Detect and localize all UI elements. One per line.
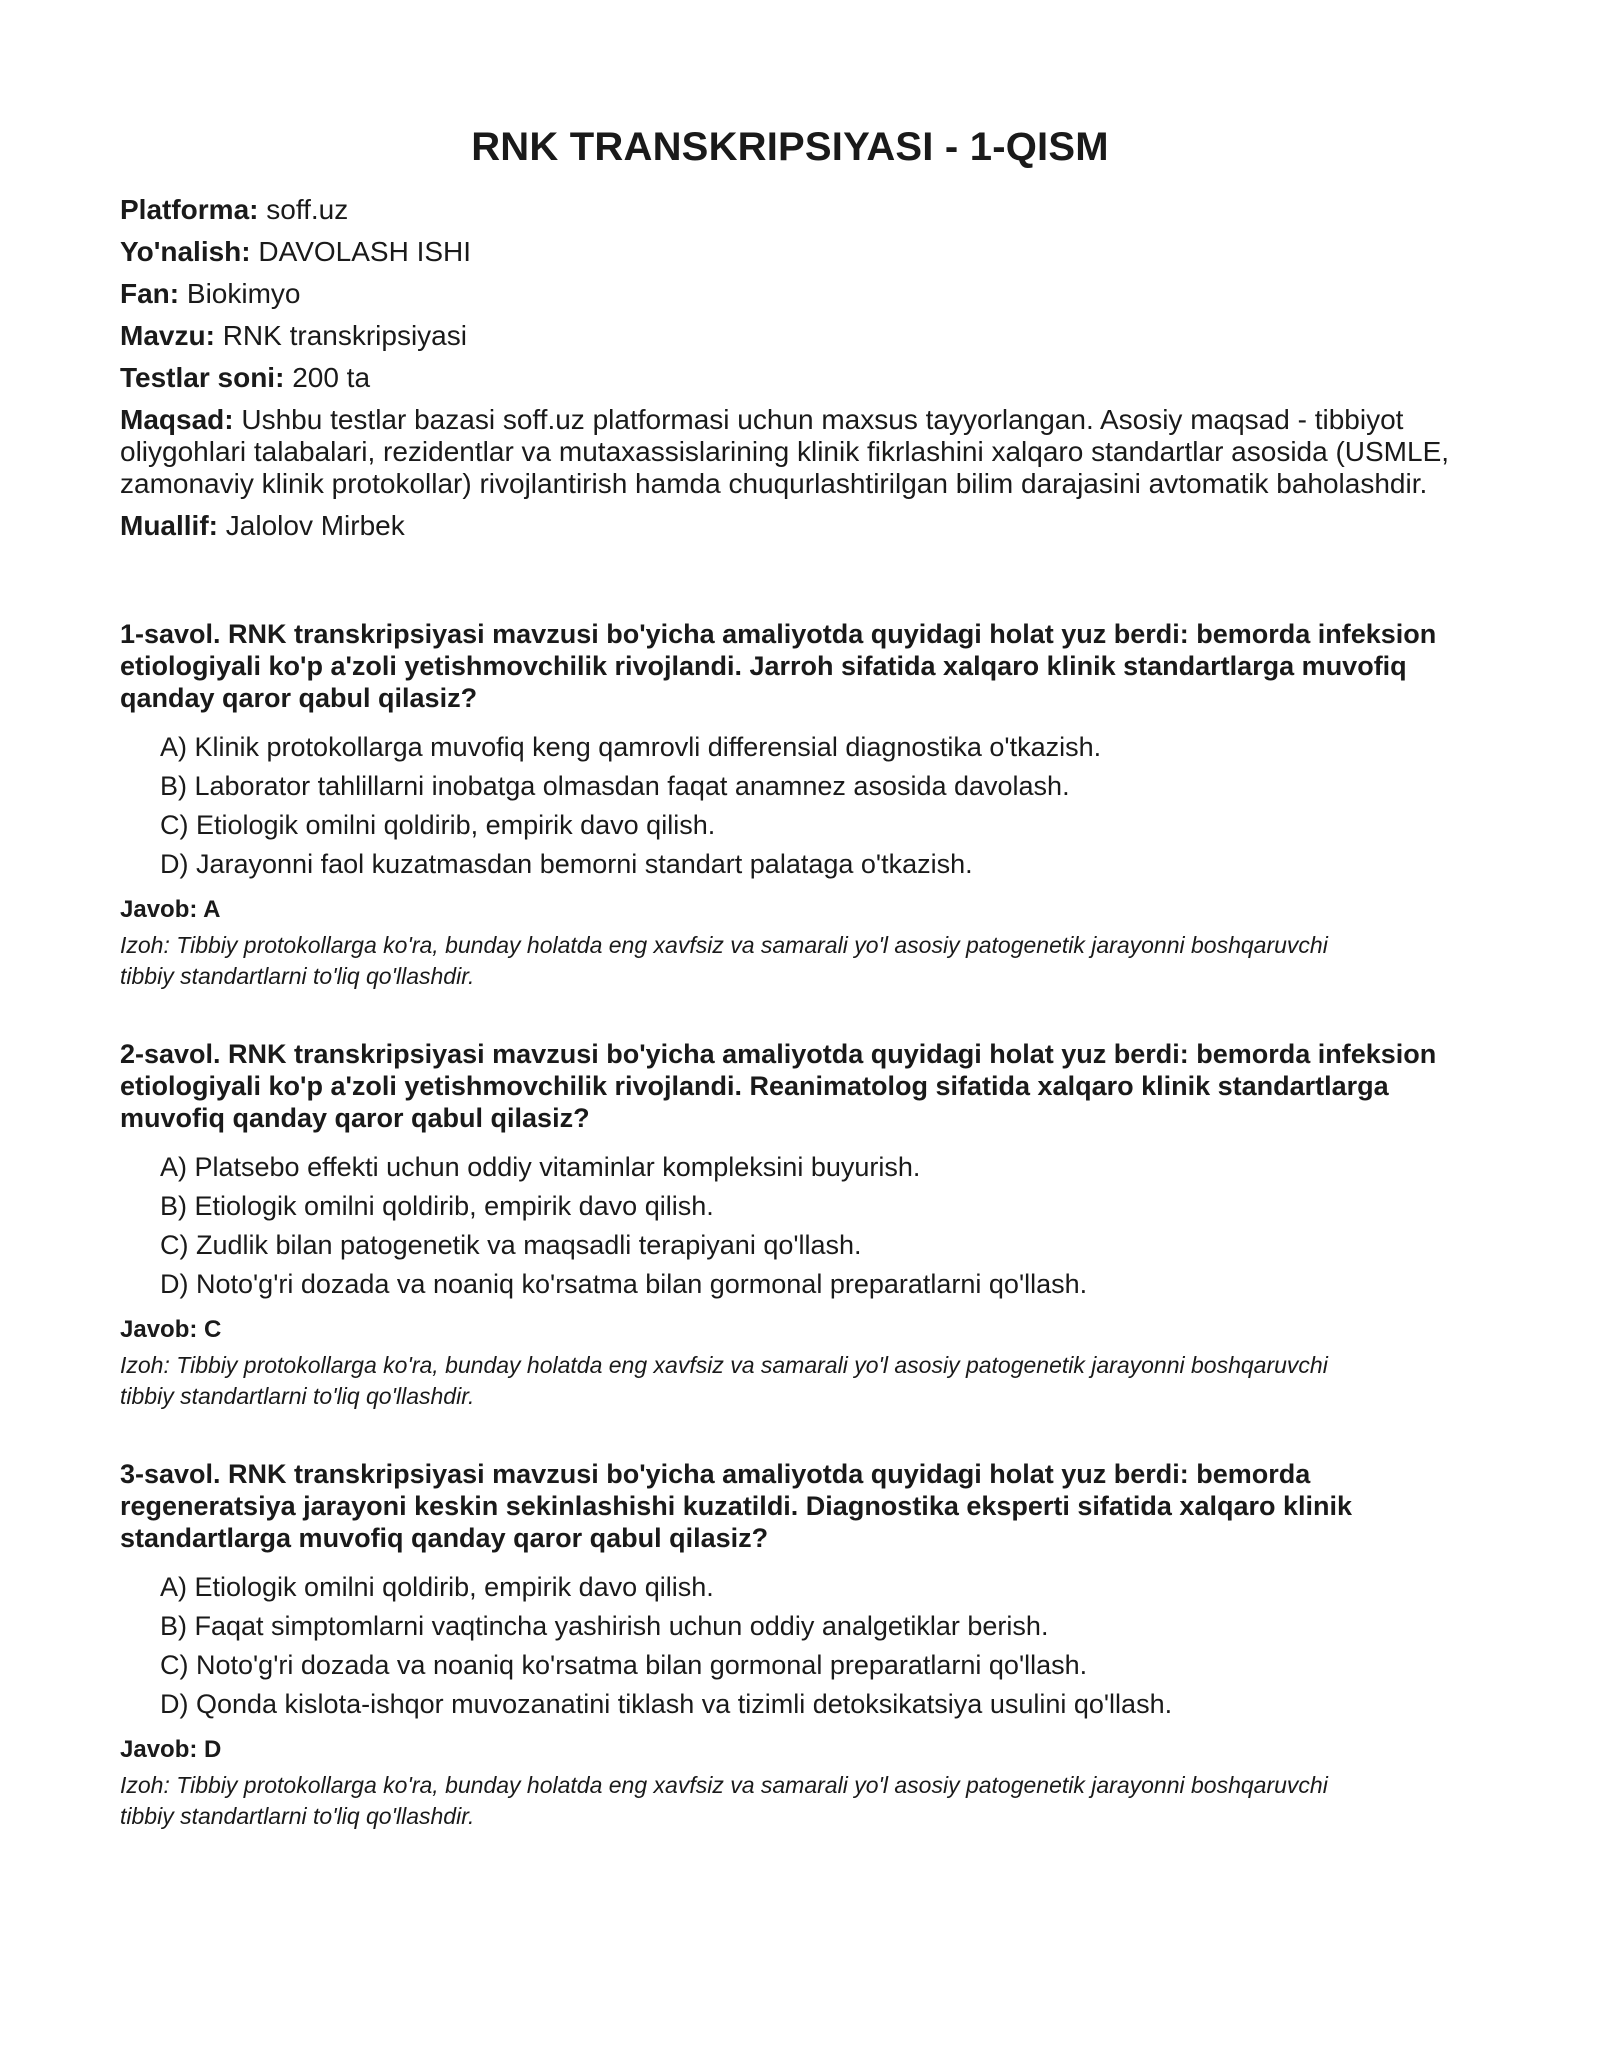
meta-platform (120, 194, 1460, 226)
option-a: A) Klinik protokollarga muvofiq keng qamrovli differensial diagnostika o'tkazish. (160, 732, 1102, 762)
option-c: C) Noto'g'ri dozada va noaniq ko'rsatma bilan gormonal preparatlarni qo'llash. (160, 1650, 1088, 1680)
option-d: D) Qonda kislota-ishqor muvozanatini tiklash va tizimli detoksikatsiya usulini qo'llash. (160, 1689, 1173, 1719)
meta-topic (120, 320, 1460, 352)
meta-goal-label: Maqsad: (120, 404, 234, 435)
meta-direction-value: DAVOLASH ISHI (258, 236, 472, 267)
explanation-note: Izoh: Tibbiy protokollarga ko'ra, bunday holatda eng xavfsiz va samarali yo'l asosiy patogenetik jarayonni boshqaruvchi tibbiy standartlarni to'liq qo'llashdir. (120, 932, 1328, 989)
meta-direction-label: Yo'nalish: (120, 236, 251, 267)
meta-platform-label: Platforma: (120, 194, 259, 225)
answer-label: Javob: A (120, 896, 221, 923)
option-d: D) Jarayonni faol kuzatmasdan bemorni standart palataga o'tkazish. (160, 849, 973, 879)
question-text: 1-savol. RNK transkripsiyasi mavzusi bo'yicha amaliyotda quyidagi holat yuz berdi: bemorda infeksion etiologiyali ko'p a'zoli yetishmovchilik rivojlandi. Jarroh sifatida xalqaro klinik standartlarga muvofiq qanday qaror qabul qilasiz? (120, 619, 1437, 713)
meta-count-label: Testlar soni: (120, 362, 285, 393)
option-a: A) Etiologik omilni qoldirib, empirik davo qilish. (160, 1572, 714, 1602)
option-c: C) Etiologik omilni qoldirib, empirik davo qilish. (160, 810, 716, 840)
meta-subject-label: Fan: (120, 278, 180, 309)
meta-author-label: Muallif: (120, 510, 218, 541)
meta-subject (120, 278, 1460, 310)
question-item (120, 618, 1460, 992)
options-list (120, 1148, 1460, 1304)
option-b: B) Etiologik omilni qoldirib, empirik davo qilish. (160, 1191, 714, 1221)
meta-author-value: Jalolov Mirbek (225, 510, 405, 541)
question-text: 3-savol. RNK transkripsiyasi mavzusi bo'yicha amaliyotda quyidagi holat yuz berdi: bemorda regeneratsiya jarayoni keskin sekinlashishi kuzatildi. Diagnostika eksperti sifatida xalqaro klinik standartlarga muvofiq qanday qaror qabul qilasiz? (120, 1459, 1353, 1553)
meta-goal-value: Ushbu testlar bazasi soff.uz platformasi uchun maxsus tayyorlangan. Asosiy maqsad - tibbiyot oliygohlari talabalari, rezidentlar va mutaxassislarining klinik fikrlashini xalqaro standartlar asosida (USMLE, zamonaviy klinik protokollar) rivojlantirish hamda chuqurlashtirilgan bilim darajasini avtomatik baholashdir. (120, 404, 1450, 499)
answer-label: Javob: D (120, 1736, 222, 1763)
explanation-note: Izoh: Tibbiy protokollarga ko'ra, bunday holatda eng xavfsiz va samarali yo'l asosiy patogenetik jarayonni boshqaruvchi tibbiy standartlarni to'liq qo'llashdir. (120, 1772, 1328, 1829)
meta-block (120, 194, 1460, 542)
option-a: A) Platsebo effekti uchun oddiy vitaminlar kompleksini buyurish. (160, 1152, 921, 1182)
meta-topic-label: Mavzu: (120, 320, 215, 351)
explanation-note: Izoh: Tibbiy protokollarga ko'ra, bunday holatda eng xavfsiz va samarali yo'l asosiy patogenetik jarayonni boshqaruvchi tibbiy standartlarni to'liq qo'llashdir. (120, 1352, 1328, 1409)
document-page (120, 0, 1460, 1878)
page-title: RNK TRANSKRIPSIYASI - 1-QISM (471, 125, 1109, 169)
answer-label: Javob: C (120, 1316, 222, 1343)
meta-goal (120, 404, 1460, 500)
option-b: B) Faqat simptomlarni vaqtincha yashirish uchun oddiy analgetiklar berish. (160, 1611, 1049, 1641)
options-list (120, 728, 1460, 884)
meta-platform-value: soff.uz (266, 194, 349, 225)
option-c: C) Zudlik bilan patogenetik va maqsadli terapiyani qo'llash. (160, 1230, 862, 1260)
question-item (120, 1038, 1460, 1412)
meta-direction (120, 236, 1460, 268)
meta-author (120, 510, 1460, 542)
meta-count (120, 362, 1460, 394)
meta-topic-value: RNK transkripsiyasi (222, 320, 467, 351)
question-item (120, 1458, 1460, 1832)
meta-count-value: 200 ta (292, 362, 371, 393)
options-list (120, 1568, 1460, 1724)
question-text: 2-savol. RNK transkripsiyasi mavzusi bo'yicha amaliyotda quyidagi holat yuz berdi: bemorda infeksion etiologiyali ko'p a'zoli yetishmovchilik rivojlandi. Reanimatolog sifatida xalqaro klinik standartlarga muvofiq qanday qaror qabul qilasiz? (120, 1039, 1437, 1133)
option-b: B) Laborator tahlillarni inobatga olmasdan faqat anamnez asosida davolash. (160, 771, 1070, 801)
meta-subject-value: Biokimyo (186, 278, 301, 309)
questions-list (120, 618, 1460, 1832)
option-d: D) Noto'g'ri dozada va noaniq ko'rsatma bilan gormonal preparatlarni qo'llash. (160, 1269, 1088, 1299)
